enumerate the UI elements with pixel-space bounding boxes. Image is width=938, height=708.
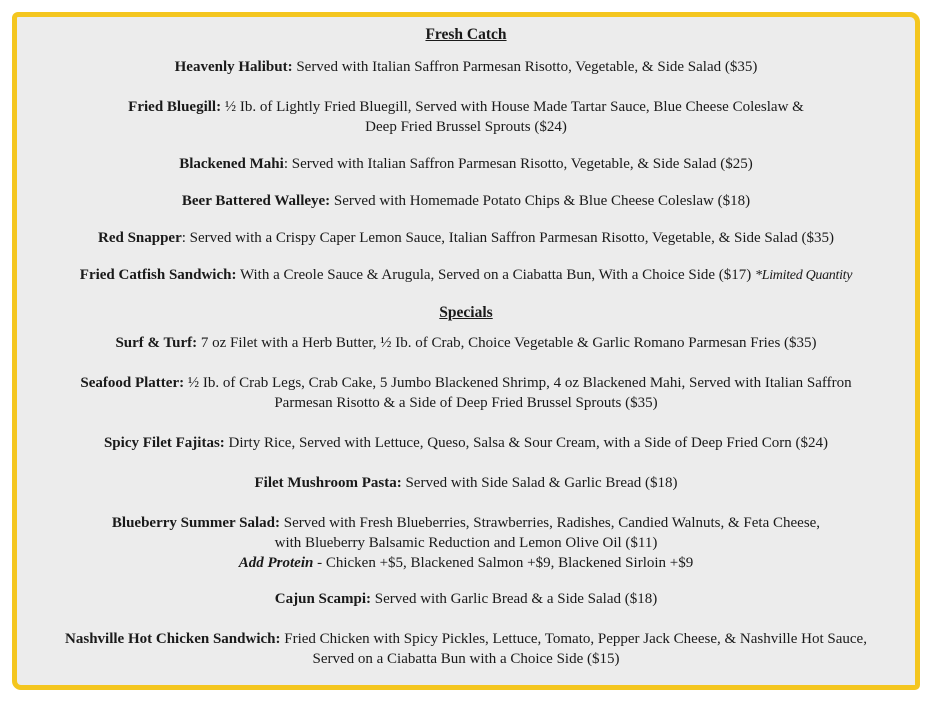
item-desc-line2: Deep Fried Brussel Sprouts ($24) [365, 119, 567, 135]
item-desc: Served with Fresh Blueberries, Strawberries, Radishes, Candied Walnuts, & Feta Cheese, [279, 515, 821, 531]
menu-item-fried-catfish-sandwich [17, 265, 915, 286]
item-name: Blueberry Summer Salad: [111, 515, 280, 531]
item-name: Nashville Hot Chicken Sandwich: [65, 631, 281, 647]
menu-item-blackened-mahi [17, 154, 915, 174]
item-desc: Dirty Rice, Served with Lettuce, Queso, Salsa & Sour Cream, with a Side of Deep Fried Corn ($24) [224, 435, 829, 451]
menu-item-surf-and-turf [17, 333, 915, 353]
item-desc: ½ Ib. of Crab Legs, Crab Cake, 5 Jumbo Blackened Shrimp, 4 oz Blackened Mahi, Served with Italian Saffron [184, 375, 852, 391]
item-desc: Served with Side Salad & Garlic Bread ($18) [401, 475, 678, 491]
item-desc-line2: with Blueberry Balsamic Reduction and Lemon Olive Oil ($11) [274, 535, 658, 551]
menu-item-filet-mushroom-pasta [17, 473, 915, 493]
item-name: Beer Battered Walleye: [181, 193, 331, 209]
menu-item-beer-battered-walleye [17, 191, 915, 211]
item-desc: : Served with a Crispy Caper Lemon Sauce, Italian Saffron Parmesan Risotto, Vegetable, & Side Salad ($35) [181, 230, 834, 246]
item-desc: Served with Homemade Potato Chips & Blue Cheese Coleslaw ($18) [330, 193, 751, 209]
menu-item-heavenly-halibut [17, 57, 915, 77]
menu-item-seafood-platter [17, 373, 915, 413]
menu-content [17, 25, 915, 669]
item-name: Red Snapper [97, 230, 182, 246]
item-name: Fried Bluegill: [128, 99, 222, 115]
menu-item-blueberry-summer-salad [17, 513, 915, 573]
item-name: Spicy Filet Fajitas: [103, 435, 225, 451]
menu-item-fried-bluegill [17, 97, 915, 137]
section-heading-fresh-catch: Fresh Catch [425, 26, 507, 43]
menu-border-frame [12, 12, 920, 690]
item-name: Cajun Scampi: [274, 591, 372, 607]
item-name: Filet Mushroom Pasta: [254, 475, 402, 491]
item-desc: Fried Chicken with Spicy Pickles, Lettuce, Tomato, Pepper Jack Cheese, & Nashville Hot Sauce, [280, 631, 867, 647]
item-name: Fried Catfish Sandwich: [79, 267, 237, 283]
item-desc: Served with Italian Saffron Parmesan Risotto, Vegetable, & Side Salad ($35) [292, 59, 758, 75]
item-desc: : Served with Italian Saffron Parmesan Risotto, Vegetable, & Side Salad ($25) [283, 156, 753, 172]
item-name: Heavenly Halibut: [174, 59, 293, 75]
item-name: Blackened Mahi [179, 156, 284, 172]
menu-item-red-snapper [17, 228, 915, 248]
add-protein-options: - Chicken +$5, Blackened Salmon +$9, Blackened Sirloin +$9 [313, 555, 694, 571]
limited-quantity-note: *Limited Quantity [755, 268, 853, 283]
item-desc-line2: Served on a Ciabatta Bun with a Choice Side ($15) [312, 651, 620, 667]
item-name: Seafood Platter: [80, 375, 185, 391]
item-desc: ½ Ib. of Lightly Fried Bluegill, Served with House Made Tartar Sauce, Blue Cheese Coleslaw & [221, 99, 804, 115]
menu-item-nashville-hot-chicken-sandwich [17, 629, 915, 669]
item-desc: Served with Garlic Bread & a Side Salad ($18) [371, 591, 658, 607]
section-heading-specials: Specials [439, 304, 493, 321]
menu-item-cajun-scampi [17, 589, 915, 609]
item-desc-line2: Parmesan Risotto & a Side of Deep Fried Brussel Sprouts ($35) [274, 395, 658, 411]
item-name: Surf & Turf: [115, 335, 198, 351]
item-desc: With a Creole Sauce & Arugula, Served on a Ciabatta Bun, With a Choice Side ($17) [236, 267, 756, 283]
menu-item-spicy-filet-fajitas [17, 433, 915, 453]
add-protein-label: Add Protein [238, 555, 314, 571]
item-desc: 7 oz Filet with a Herb Butter, ½ Ib. of Crab, Choice Vegetable & Garlic Romano Parmesan Fries ($35) [197, 335, 817, 351]
